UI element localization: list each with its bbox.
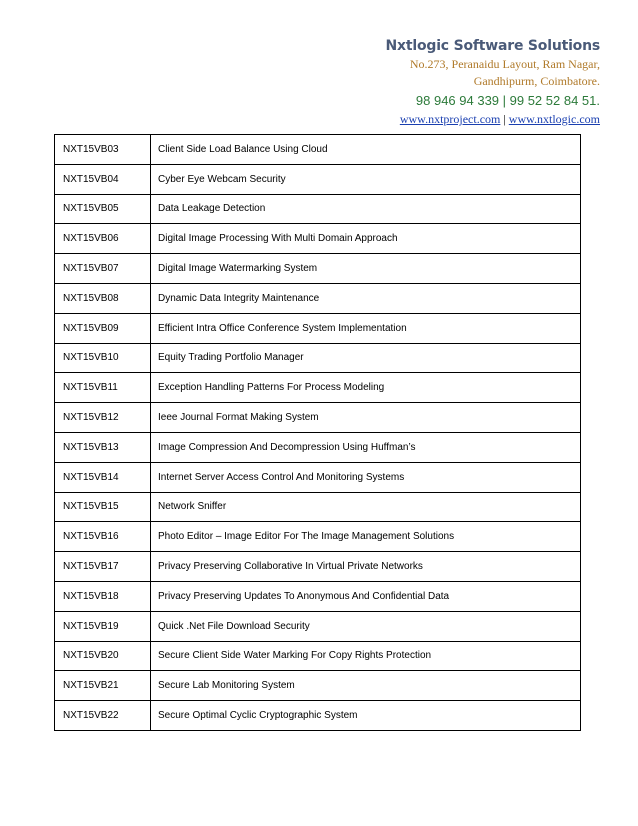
project-title: Cyber Eye Webcam Security xyxy=(151,164,581,194)
project-title: Image Compression And Decompression Using Huffman’s xyxy=(151,432,581,462)
project-code: NXT15VB05 xyxy=(55,194,151,224)
table-row xyxy=(55,432,581,462)
table-row xyxy=(55,224,581,254)
table-row xyxy=(55,581,581,611)
table-row xyxy=(55,373,581,403)
table-row xyxy=(55,164,581,194)
address-line-2: Gandhipurm, Coimbatore. xyxy=(473,74,600,88)
project-code: NXT15VB10 xyxy=(55,343,151,373)
project-title: Secure Optimal Cyclic Cryptographic System xyxy=(151,701,581,731)
table-row xyxy=(55,552,581,582)
project-code: NXT15VB12 xyxy=(55,403,151,433)
company-name: Nxtlogic Software Solutions xyxy=(385,38,600,54)
project-code: NXT15VB11 xyxy=(55,373,151,403)
table-row xyxy=(55,641,581,671)
project-title: Network Sniffer xyxy=(151,492,581,522)
project-code: NXT15VB15 xyxy=(55,492,151,522)
project-title: Equity Trading Portfolio Manager xyxy=(151,343,581,373)
table-row xyxy=(55,671,581,701)
nxtlogic-link[interactable]: www.nxtlogic.com xyxy=(508,112,600,126)
project-title: Efficient Intra Office Conference System Implementation xyxy=(151,313,581,343)
project-code: NXT15VB03 xyxy=(55,135,151,165)
project-title: Client Side Load Balance Using Cloud xyxy=(151,135,581,165)
project-title: Dynamic Data Integrity Maintenance xyxy=(151,283,581,313)
link-separator: | xyxy=(503,112,506,126)
project-code: NXT15VB09 xyxy=(55,313,151,343)
project-title: Privacy Preserving Collaborative In Virtual Private Networks xyxy=(151,552,581,582)
table-row xyxy=(55,611,581,641)
project-code: NXT15VB18 xyxy=(55,581,151,611)
table-row xyxy=(55,313,581,343)
table-row xyxy=(55,194,581,224)
table-row xyxy=(55,343,581,373)
project-code: NXT15VB08 xyxy=(55,283,151,313)
project-code: NXT15VB13 xyxy=(55,432,151,462)
project-code: NXT15VB21 xyxy=(55,671,151,701)
table-row xyxy=(55,701,581,731)
website-links xyxy=(300,111,600,128)
project-title: Digital Image Processing With Multi Domain Approach xyxy=(151,224,581,254)
table-row xyxy=(55,462,581,492)
table-row xyxy=(55,135,581,165)
project-code: NXT15VB04 xyxy=(55,164,151,194)
project-code: NXT15VB07 xyxy=(55,254,151,284)
project-code: NXT15VB16 xyxy=(55,522,151,552)
project-table-body xyxy=(55,135,581,731)
letterhead xyxy=(300,36,600,128)
project-title: Exception Handling Patterns For Process Modeling xyxy=(151,373,581,403)
project-title: Secure Lab Monitoring System xyxy=(151,671,581,701)
project-title: Secure Client Side Water Marking For Copy Rights Protection xyxy=(151,641,581,671)
table-row xyxy=(55,522,581,552)
project-title: Ieee Journal Format Making System xyxy=(151,403,581,433)
table-row xyxy=(55,254,581,284)
project-title: Internet Server Access Control And Monitoring Systems xyxy=(151,462,581,492)
table-row xyxy=(55,403,581,433)
project-code: NXT15VB22 xyxy=(55,701,151,731)
table-row xyxy=(55,283,581,313)
address-line-1: No.273, Peranaidu Layout, Ram Nagar, xyxy=(409,57,600,71)
project-table xyxy=(54,134,581,731)
project-code: NXT15VB17 xyxy=(55,552,151,582)
project-code: NXT15VB20 xyxy=(55,641,151,671)
project-code: NXT15VB19 xyxy=(55,611,151,641)
project-title: Privacy Preserving Updates To Anonymous And Confidential Data xyxy=(151,581,581,611)
project-title: Digital Image Watermarking System xyxy=(151,254,581,284)
project-title: Photo Editor – Image Editor For The Image Management Solutions xyxy=(151,522,581,552)
nxtproject-link[interactable]: www.nxtproject.com xyxy=(399,112,501,126)
phone-numbers: 98 946 94 339 | 99 52 52 84 51. xyxy=(415,93,600,108)
project-code: NXT15VB14 xyxy=(55,462,151,492)
table-row xyxy=(55,492,581,522)
project-title: Data Leakage Detection xyxy=(151,194,581,224)
project-title: Quick .Net File Download Security xyxy=(151,611,581,641)
project-code: NXT15VB06 xyxy=(55,224,151,254)
